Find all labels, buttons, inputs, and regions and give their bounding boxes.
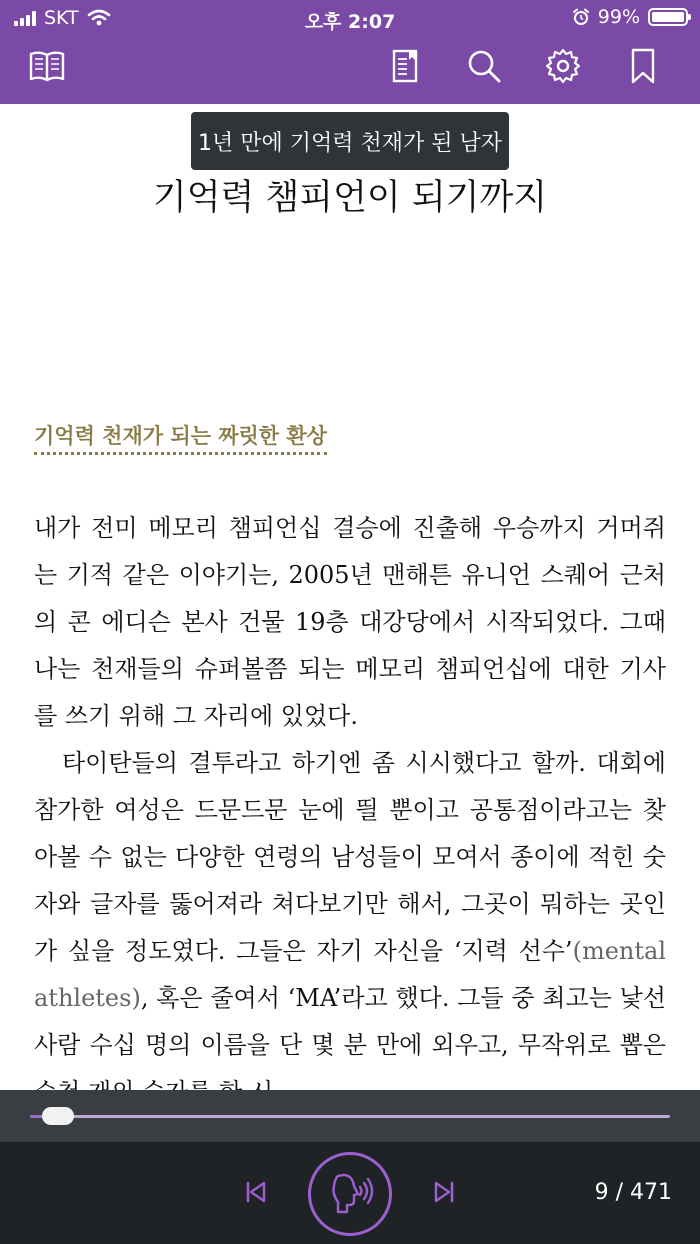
text-to-speech-icon bbox=[324, 1168, 376, 1220]
text-to-speech-button[interactable] bbox=[308, 1152, 392, 1236]
bookmark-icon[interactable] bbox=[621, 44, 665, 88]
skip-next-icon[interactable] bbox=[424, 1170, 464, 1214]
status-time: 오후 2:07 bbox=[304, 11, 396, 33]
battery-percent: 99% bbox=[597, 6, 640, 28]
reading-progress-bar bbox=[0, 1090, 700, 1142]
search-icon[interactable] bbox=[462, 44, 506, 88]
body-paragraph bbox=[34, 740, 666, 1116]
progress-track[interactable] bbox=[30, 1115, 670, 1118]
latin-term: (mental athletes) bbox=[34, 937, 666, 1012]
alarm-icon bbox=[572, 8, 590, 26]
status-bar bbox=[0, 0, 700, 36]
playback-controls bbox=[0, 1142, 700, 1244]
section-subheading: 기억력 천재가 되는 짜릿한 환상 bbox=[34, 420, 327, 455]
paragraph-text: 타이탄들의 결투라고 하기엔 좀 시시했다고 할까. 대회에 참가한 여성은 드문드문 눈에 띌 뿐이고 공통점이라고는 찾아볼 수 없는 다양한 연령의 남성들이 모여서 종이에 적힌 숫자와 글자를 뚫어져라 쳐다보기만 해서, 그곳이 뭐하는 곳인가 싶을 정도였다. 그들은 자기 자신을 ‘지력 선수’ bbox=[34, 749, 666, 965]
progress-fill bbox=[30, 1115, 42, 1118]
book-toc-icon[interactable] bbox=[25, 44, 69, 88]
settings-gear-icon[interactable] bbox=[541, 44, 585, 88]
chapter-title: 기억력 챔피언이 되기까지 bbox=[152, 178, 548, 218]
battery-icon bbox=[648, 8, 688, 26]
progress-thumb[interactable] bbox=[42, 1107, 74, 1125]
page-counter: 9 / 471 bbox=[594, 1180, 672, 1205]
reading-body bbox=[34, 505, 666, 1116]
skip-previous-icon[interactable] bbox=[236, 1170, 276, 1214]
carrier-label: SKT bbox=[44, 7, 79, 29]
top-toolbar bbox=[0, 0, 700, 104]
body-paragraph: 내가 전미 메모리 챔피언십 결승에 진출해 우승까지 거머쥐는 기적 같은 이야기는, 2005년 맨해튼 유니언 스퀘어 근처의 콘 에디슨 본사 건물 19층 대강당에서 시작되었다. 그때 나는 천재들의 슈퍼볼쯤 되는 메모리 챔피언십에 대한 기사를 쓰기 위해 그 자리에 있었다. bbox=[34, 514, 666, 730]
paragraph-text: , 혹은 줄여서 ‘MA’라고 했다. 그들 중 최고는 낯선 사람 수십 명의 이름을 단 몇 분 만에 외우고, 무작위로 뽑은 bbox=[34, 984, 666, 1059]
document-icon[interactable] bbox=[383, 44, 427, 88]
book-title-tooltip: 1년 만에 기억력 천재가 된 남자 bbox=[191, 112, 509, 170]
